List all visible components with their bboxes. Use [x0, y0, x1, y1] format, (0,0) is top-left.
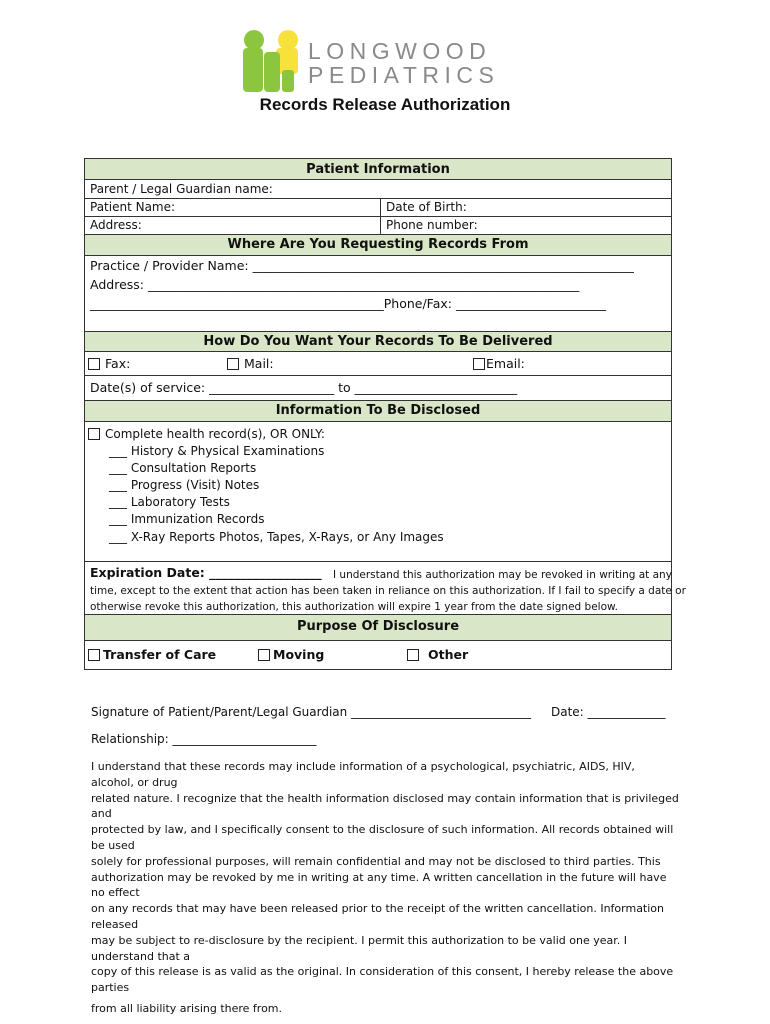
page-title: Records Release Authorization [259, 95, 511, 114]
patient-name-field[interactable]: Patient Name: [90, 200, 176, 214]
consent-line: authorization may be revoked by me in writing at any time. A written cancellation in the future will have no effect [91, 870, 667, 900]
consent-line: solely for professional purposes, will remain confidential and may not be disclosed to third parties. This [91, 854, 661, 868]
signature-line[interactable]: Signature of Patient/Parent/Legal Guardian ______________________________ [91, 705, 532, 719]
mail-label: Mail: [244, 356, 274, 371]
fax-option[interactable] [88, 356, 130, 372]
signature-date-line[interactable]: Date: _____________ [551, 705, 666, 719]
mail-checkbox[interactable] [227, 358, 239, 370]
consent-line: I understand that these records may include information of a psychological, psychiatric, AIDS, HIV, alcohol, or drug [91, 760, 635, 789]
fax-checkbox[interactable] [88, 358, 100, 370]
consent-line: on any records that may have been released prior to the receipt of the written cancellation. Information released [91, 902, 665, 931]
release-form [84, 158, 686, 670]
fax-label: Fax: [105, 356, 131, 371]
disclosed-item[interactable]: ___ Laboratory Tests [109, 495, 230, 509]
practice-provider-line[interactable]: Practice / Provider Name: _____________________________________________________________ [90, 258, 634, 273]
logo-line2: PEDIATRICS [308, 62, 500, 88]
transfer-of-care-label: Transfer of Care [103, 647, 217, 662]
expiration-text-1: I understand this authorization may be revoked in writing at any [333, 569, 672, 581]
expiration-text-3: otherwise revoke this authorization, this authorization will expire 1 year from the date signed below. [90, 601, 618, 613]
logo-figure-green-leg [282, 70, 294, 92]
complete-record-option[interactable] [88, 426, 325, 442]
dates-of-service-line[interactable]: Date(s) of service: ____________________ to __________________________ [90, 380, 518, 395]
logo-figure-green-head [244, 30, 264, 50]
other-label: Other [428, 647, 469, 662]
email-checkbox[interactable] [473, 358, 485, 370]
consent-line: copy of this release is as valid as the original. In consideration of this consent, I hereby release the above parties [91, 965, 674, 995]
logo-figure-yellow-head [278, 30, 298, 50]
logo-figure-green-body-2 [264, 52, 280, 92]
moving-option[interactable] [258, 647, 324, 663]
email-label: Email: [486, 356, 525, 371]
transfer-of-care-checkbox[interactable] [88, 649, 100, 661]
requesting-address-line[interactable]: Address: _____________________________________________________________________ [90, 277, 580, 292]
email-option[interactable] [473, 356, 525, 372]
transfer-of-care-option[interactable] [88, 647, 216, 663]
consent-line: protected by law, and I specifically consent to the disclosure of such information. All records obtained will be used [91, 823, 674, 852]
consent-line: from all liability arising there from. [91, 1001, 283, 1015]
consent-line: may be subject to re-disclosure by the recipient. I permit this authorization to be valid one year. I understand that a [91, 933, 627, 963]
mail-option[interactable] [227, 356, 274, 372]
complete-record-label: Complete health record(s), OR ONLY: [105, 427, 325, 441]
disclosed-item[interactable]: ___ Progress (Visit) Notes [109, 478, 260, 492]
disclosed-item[interactable]: ___ History & Physical Examinations [109, 444, 325, 458]
disclosed-item[interactable]: ___ Consultation Reports [109, 461, 257, 475]
requesting-header: Where Are You Requesting Records From [85, 234, 671, 256]
other-option[interactable] [407, 647, 468, 663]
disclosed-header: Information To Be Disclosed [85, 400, 671, 422]
consent-paragraph [91, 759, 681, 1017]
relationship-line[interactable]: Relationship: ________________________ [91, 732, 317, 746]
address-field[interactable]: Address: [90, 218, 142, 232]
purpose-header: Purpose Of Disclosure [85, 614, 671, 641]
consent-line: related nature. I recognize that the health information disclosed may contain information that is privileged and [91, 791, 679, 821]
delivery-header: How Do You Want Your Records To Be Delivered [85, 331, 671, 352]
expiration-text-2: time, except to the extent that action has been taken in reliance on this authorization. If I fail to specify a date or [90, 585, 686, 597]
disclosed-item[interactable]: ___ X-Ray Reports Photos, Tapes, X-Rays, or Any Images [109, 530, 444, 544]
logo-figure-green-body [243, 48, 263, 92]
other-checkbox[interactable] [407, 649, 419, 661]
phone-number-field[interactable]: Phone number: [386, 218, 478, 232]
logo-figures-icon [240, 30, 304, 94]
complete-record-checkbox[interactable] [88, 428, 100, 440]
moving-label: Moving [273, 647, 325, 662]
logo-line1: LONGWOOD [308, 38, 492, 64]
date-of-birth-field[interactable]: Date of Birth: [386, 200, 467, 214]
disclosed-item[interactable]: ___ Immunization Records [109, 512, 265, 526]
longwood-logo [240, 30, 540, 94]
patient-info-header: Patient Information [85, 159, 671, 180]
phone-fax-line[interactable]: _______________________________________________Phone/Fax: ________________________ [90, 296, 606, 311]
guardian-name-field[interactable]: Parent / Legal Guardian name: [90, 182, 273, 196]
expiration-date-field[interactable]: Expiration Date: __________________ [90, 565, 322, 580]
moving-checkbox[interactable] [258, 649, 270, 661]
